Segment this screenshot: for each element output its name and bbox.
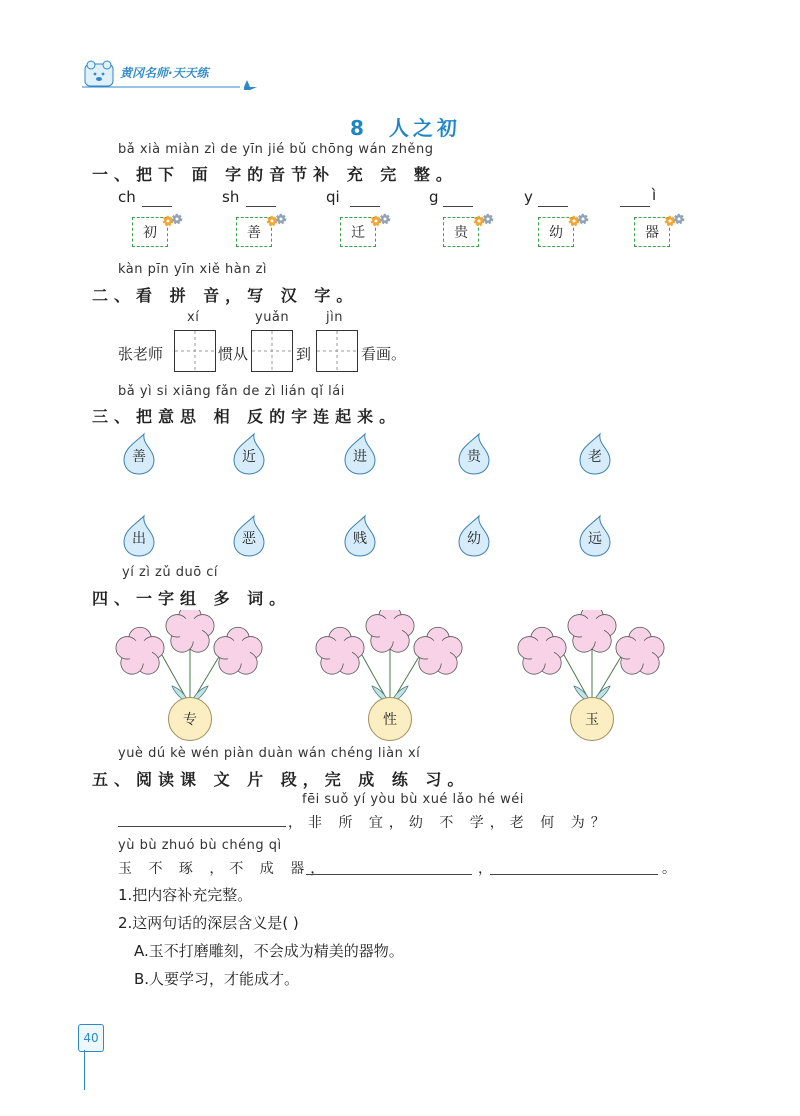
flower-icon xyxy=(110,610,270,710)
answer-blank[interactable] xyxy=(118,812,286,827)
char-label: 初 xyxy=(143,225,157,241)
drop-char: 贱 xyxy=(353,531,367,547)
drop-bottom[interactable] xyxy=(230,514,268,558)
pot-char: 玉 xyxy=(585,712,599,728)
q4-title: 四、一字组 多 词。 xyxy=(92,589,292,608)
flower-pot xyxy=(368,697,412,741)
char-label: 迁 xyxy=(351,225,365,241)
pot-char: 性 xyxy=(383,712,397,728)
syllable-blank[interactable] xyxy=(142,192,172,207)
drop-char: 贵 xyxy=(467,449,481,465)
syllable-prefix: qi xyxy=(326,188,340,206)
line2-period: 。 xyxy=(662,861,682,877)
drop-top[interactable] xyxy=(455,432,493,476)
pot-char: 专 xyxy=(183,712,197,728)
q2-text-4: 看画。 xyxy=(361,345,407,363)
gear-icon xyxy=(370,212,392,230)
syllable-blank[interactable] xyxy=(246,192,276,207)
drop-bottom[interactable] xyxy=(576,514,614,558)
syllable-blank[interactable] xyxy=(350,192,380,207)
char-label: 器 xyxy=(645,225,659,241)
q3-pinyin: bǎ yì si xiāng fǎn de zì lián qǐ lái xyxy=(118,384,345,399)
line2-pinyin: yù bù zhuó bù chéng qì xyxy=(118,838,282,853)
q4-pinyin: yí zì zǔ duō cí xyxy=(122,565,219,580)
box-pinyin-1: xí xyxy=(187,310,200,325)
syllable-prefix: g xyxy=(429,188,439,206)
header xyxy=(82,58,262,88)
sub-question-2: 2.这两句话的深层含义是( ) xyxy=(118,914,299,932)
flower-pot xyxy=(570,697,614,741)
box-pinyin-3: jìn xyxy=(326,310,343,325)
sub-question-1: 1.把内容补充完整。 xyxy=(118,886,253,904)
q2-text-2: 惯从 xyxy=(218,345,249,363)
syllable-suffix: ì xyxy=(652,186,657,204)
flower-icon xyxy=(512,610,672,710)
syllable-blank[interactable] xyxy=(620,192,650,207)
drop-top[interactable] xyxy=(230,432,268,476)
flower-pot xyxy=(168,697,212,741)
syllable-prefix: sh xyxy=(222,188,240,206)
syllable-prefix: y xyxy=(524,188,533,206)
drop-char: 幼 xyxy=(467,531,481,547)
drop-char: 出 xyxy=(132,531,146,547)
q2-title: 二、看 拼 音，写 汉 字。 xyxy=(92,286,359,305)
gear-icon xyxy=(568,212,590,230)
option-b[interactable]: B.人要学习，才能成才。 xyxy=(134,970,300,988)
char-grid-box[interactable] xyxy=(251,330,293,372)
q1-pinyin: bǎ xià miàn zì de yīn jié bǔ chōng wán zhěng xyxy=(118,142,434,157)
option-a[interactable]: A.玉不打磨雕刻，不会成为精美的器物。 xyxy=(134,942,404,960)
q2-text-3: 到 xyxy=(296,345,312,363)
line1-pinyin: fēi suǒ yí yòu bù xué lǎo hé wéi xyxy=(302,792,524,807)
q5-pinyin: yuè dú kè wén piàn duàn wán chéng liàn xí xyxy=(118,746,421,761)
q5-title: 五、阅读课 文 片 段，完 成 练 习。 xyxy=(92,770,470,789)
q2-text-1: 张老师 xyxy=(118,345,164,363)
drop-top[interactable] xyxy=(341,432,379,476)
lesson-number: 8 xyxy=(350,116,368,140)
q3-title: 三、把意思 相 反的字连起来。 xyxy=(92,407,402,426)
char-grid-box[interactable] xyxy=(316,330,358,372)
flower-icon xyxy=(310,610,470,710)
drop-bottom[interactable] xyxy=(120,514,158,558)
char-grid-box[interactable] xyxy=(174,330,216,372)
syllable-blank[interactable] xyxy=(443,192,473,207)
header-underline xyxy=(82,78,262,90)
q2-pinyin: kàn pīn yīn xiě hàn zì xyxy=(118,262,267,277)
char-label: 贵 xyxy=(454,225,468,241)
syllable-prefix: ch xyxy=(118,188,136,206)
page-number: 40 xyxy=(83,1031,99,1045)
gear-icon xyxy=(473,212,495,230)
drop-top[interactable] xyxy=(576,432,614,476)
syllable-blank[interactable] xyxy=(538,192,568,207)
answer-blank[interactable] xyxy=(490,860,658,875)
page-title xyxy=(350,112,461,141)
side-line xyxy=(84,1050,85,1090)
box-pinyin-2: yuǎn xyxy=(255,310,290,325)
page-number-box xyxy=(78,1024,104,1052)
gear-icon xyxy=(266,212,288,230)
drop-bottom[interactable] xyxy=(455,514,493,558)
q1-title: 一、把下 面 字的音节补 充 完 整。 xyxy=(92,165,458,184)
gear-icon xyxy=(664,212,686,230)
lesson-title: 人之初 xyxy=(388,116,461,140)
drop-char: 老 xyxy=(588,449,602,465)
line2-text: 玉 不 琢 ，不 成 器， xyxy=(118,861,331,877)
drop-char: 近 xyxy=(242,449,256,465)
drop-char: 恶 xyxy=(242,531,256,547)
line2-comma: ， xyxy=(478,861,498,877)
drop-top[interactable] xyxy=(120,432,158,476)
drop-bottom[interactable] xyxy=(341,514,379,558)
char-label: 幼 xyxy=(549,225,563,241)
brand-text: 黄冈名师·天天练 xyxy=(120,66,209,80)
drop-char: 进 xyxy=(353,449,367,465)
answer-blank[interactable] xyxy=(306,860,472,875)
char-label: 善 xyxy=(247,225,261,241)
drop-char: 善 xyxy=(132,449,146,465)
line1-text: ，非 所 宜，幼 不 学，老 何 为？ xyxy=(288,815,611,831)
gear-icon xyxy=(162,212,184,230)
drop-char: 远 xyxy=(588,531,602,547)
